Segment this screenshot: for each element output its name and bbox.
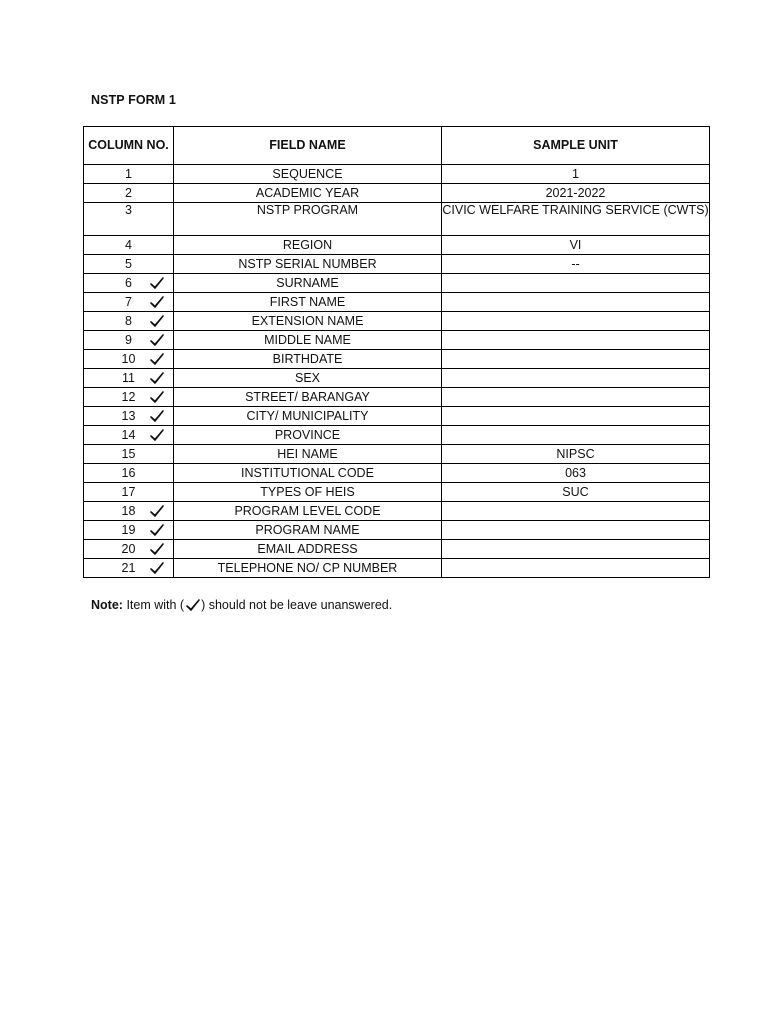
table-row xyxy=(84,540,710,559)
column-no-value: 16 xyxy=(121,465,136,480)
field-name-cell: NSTP SERIAL NUMBER xyxy=(174,255,442,274)
column-no-cell xyxy=(84,521,174,540)
column-no-value: 14 xyxy=(121,427,136,442)
column-no-cell xyxy=(84,236,174,255)
field-name-cell: NSTP PROGRAM xyxy=(174,203,442,236)
checkmark-icon xyxy=(148,503,165,519)
checkmark-icon xyxy=(184,597,201,613)
sample-unit-cell xyxy=(442,331,710,350)
column-no-cell xyxy=(84,369,174,388)
column-no-value: 19 xyxy=(121,522,136,537)
field-name-cell: INSTITUTIONAL CODE xyxy=(174,464,442,483)
column-no-value: 5 xyxy=(125,256,132,271)
sample-unit-cell: 063 xyxy=(442,464,710,483)
column-header-sample: SAMPLE UNIT xyxy=(442,127,710,165)
column-no-cell xyxy=(84,464,174,483)
column-no-value: 6 xyxy=(125,275,132,290)
sample-unit-cell: SUC xyxy=(442,483,710,502)
checkmark-icon xyxy=(148,294,165,310)
column-no-cell xyxy=(84,184,174,203)
table-row xyxy=(84,274,710,293)
sample-unit-cell: VI xyxy=(442,236,710,255)
table-row xyxy=(84,350,710,369)
column-no-cell xyxy=(84,331,174,350)
sample-unit-cell xyxy=(442,293,710,312)
sample-unit-cell xyxy=(442,274,710,293)
note-text-before: Item with ( xyxy=(126,598,185,612)
column-no-cell xyxy=(84,540,174,559)
field-name-cell: HEI NAME xyxy=(174,445,442,464)
column-no-value: 15 xyxy=(121,446,136,461)
table-row xyxy=(84,426,710,445)
field-name-cell: EXTENSION NAME xyxy=(174,312,442,331)
sample-unit-cell xyxy=(442,407,710,426)
column-no-value: 17 xyxy=(121,484,136,499)
field-name-cell: PROGRAM NAME xyxy=(174,521,442,540)
checkmark-icon xyxy=(148,351,165,367)
table-row xyxy=(84,464,710,483)
checkmark-icon xyxy=(148,275,165,291)
sample-unit-cell xyxy=(442,502,710,521)
checkmark-icon xyxy=(148,313,165,329)
column-no-value: 1 xyxy=(125,166,132,181)
field-name-cell: TYPES OF HEIS xyxy=(174,483,442,502)
page-title: NSTP FORM 1 xyxy=(91,93,176,107)
sample-unit-cell: -- xyxy=(442,255,710,274)
checkmark-icon xyxy=(148,389,165,405)
table-row xyxy=(84,369,710,388)
column-header-no: COLUMN NO. xyxy=(84,127,174,165)
column-no-cell xyxy=(84,293,174,312)
column-no-cell xyxy=(84,445,174,464)
table-row xyxy=(84,521,710,540)
field-name-cell: PROGRAM LEVEL CODE xyxy=(174,502,442,521)
column-no-cell xyxy=(84,203,174,236)
sample-unit-cell xyxy=(442,388,710,407)
sample-unit-cell xyxy=(442,350,710,369)
column-no-value: 18 xyxy=(121,503,136,518)
sample-unit-cell xyxy=(442,312,710,331)
table-row xyxy=(84,407,710,426)
field-name-cell: STREET/ BARANGAY xyxy=(174,388,442,407)
column-no-cell xyxy=(84,388,174,407)
nstp-form-table xyxy=(83,126,710,578)
checkmark-icon xyxy=(148,370,165,386)
checkmark-icon xyxy=(148,560,165,576)
sample-unit-cell xyxy=(442,521,710,540)
sample-unit-cell xyxy=(442,369,710,388)
column-no-cell xyxy=(84,483,174,502)
table-row xyxy=(84,483,710,502)
column-header-field: FIELD NAME xyxy=(174,127,442,165)
column-no-cell xyxy=(84,426,174,445)
table-row xyxy=(84,559,710,578)
table-row xyxy=(84,502,710,521)
column-no-value: 11 xyxy=(122,370,135,385)
sample-unit-cell: CIVIC WELFARE TRAINING SERVICE (CWTS) xyxy=(442,203,710,236)
column-no-value: 21 xyxy=(121,560,136,575)
sample-unit-cell: 2021-2022 xyxy=(442,184,710,203)
table-row xyxy=(84,203,710,236)
table-body xyxy=(84,165,710,578)
column-no-cell xyxy=(84,274,174,293)
column-no-value: 4 xyxy=(125,237,132,252)
column-no-value: 9 xyxy=(125,332,132,347)
column-no-cell xyxy=(84,559,174,578)
field-name-cell: FIRST NAME xyxy=(174,293,442,312)
table-row xyxy=(84,165,710,184)
sample-unit-cell xyxy=(442,426,710,445)
sample-unit-cell xyxy=(442,540,710,559)
sample-unit-cell: NIPSC xyxy=(442,445,710,464)
table-row xyxy=(84,445,710,464)
table-row xyxy=(84,293,710,312)
table-row xyxy=(84,255,710,274)
field-name-cell: TELEPHONE NO/ CP NUMBER xyxy=(174,559,442,578)
column-no-value: 20 xyxy=(121,541,136,556)
field-name-cell: SEX xyxy=(174,369,442,388)
table-row xyxy=(84,312,710,331)
field-name-cell: EMAIL ADDRESS xyxy=(174,540,442,559)
column-no-value: 10 xyxy=(121,351,136,366)
column-no-value: 13 xyxy=(121,408,136,423)
field-name-cell: SEQUENCE xyxy=(174,165,442,184)
table-row xyxy=(84,331,710,350)
column-no-value: 2 xyxy=(125,185,132,200)
sample-unit-cell xyxy=(442,559,710,578)
table-row xyxy=(84,184,710,203)
field-name-cell: PROVINCE xyxy=(174,426,442,445)
field-name-cell: MIDDLE NAME xyxy=(174,331,442,350)
note xyxy=(91,597,392,613)
column-no-cell xyxy=(84,312,174,331)
note-text-after: ) should not be leave unanswered. xyxy=(201,598,393,612)
checkmark-icon xyxy=(148,332,165,348)
field-name-cell: REGION xyxy=(174,236,442,255)
table-row xyxy=(84,236,710,255)
column-no-value: 7 xyxy=(125,294,132,309)
table-header-row xyxy=(84,127,710,165)
column-no-value: 8 xyxy=(125,313,132,328)
checkmark-icon xyxy=(148,427,165,443)
field-name-cell: BIRTHDATE xyxy=(174,350,442,369)
table-row xyxy=(84,388,710,407)
column-no-cell xyxy=(84,350,174,369)
sample-unit-cell: 1 xyxy=(442,165,710,184)
checkmark-icon xyxy=(148,541,165,557)
field-name-cell: SURNAME xyxy=(174,274,442,293)
column-no-value: 12 xyxy=(121,389,136,404)
column-no-cell xyxy=(84,502,174,521)
field-name-cell: CITY/ MUNICIPALITY xyxy=(174,407,442,426)
column-no-value: 3 xyxy=(125,203,132,217)
column-no-cell xyxy=(84,255,174,274)
column-no-cell xyxy=(84,407,174,426)
checkmark-icon xyxy=(148,408,165,424)
field-name-cell: ACADEMIC YEAR xyxy=(174,184,442,203)
checkmark-icon xyxy=(148,522,165,538)
note-label: Note: xyxy=(91,598,123,612)
column-no-cell xyxy=(84,165,174,184)
